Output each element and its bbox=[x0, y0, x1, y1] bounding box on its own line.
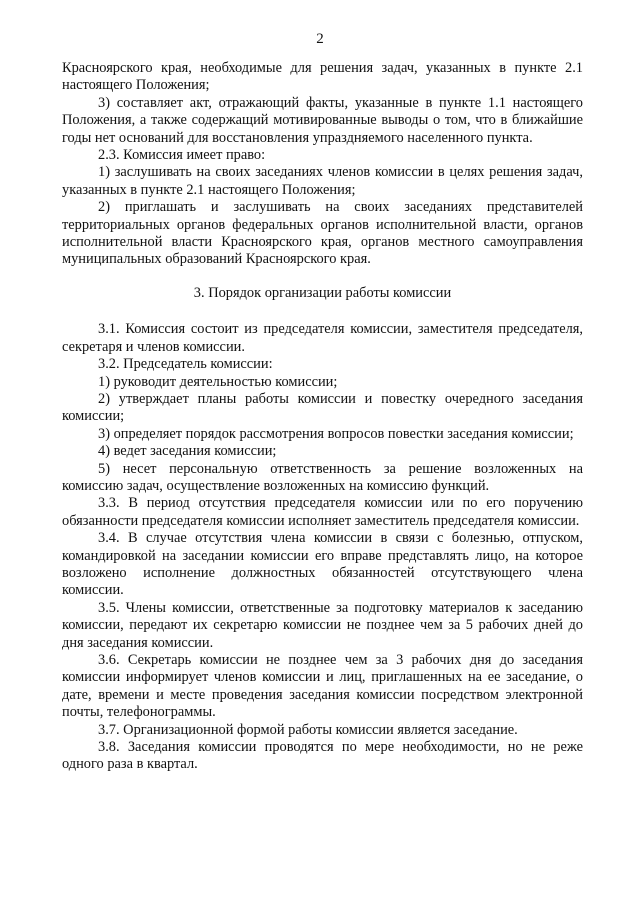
paragraph-continuation: Красноярского края, необходимые для решения задач, указанных в пункте 2.1 настоящего Положения; bbox=[62, 60, 583, 94]
paragraph-3-2-item-2: 2) утверждает планы работы комиссии и повестку очередного заседания комиссии; bbox=[62, 390, 583, 425]
paragraph-3-5: 3.5. Члены комиссии, ответственные за подготовку материалов к заседанию комиссии, передают их секретарю комиссии не позднее чем за 5 рабочих дней до дня заседания комиссии. bbox=[62, 599, 583, 651]
paragraph-2-3-item-1: 1) заслушивать на своих заседаниях членов комиссии в целях решения задач, указанных в пункте 2.1 настоящего Положения; bbox=[62, 164, 583, 198]
paragraph-2-3: 2.3. Комиссия имеет право: bbox=[98, 147, 266, 164]
paragraph-3-4: 3.4. В случае отсутствия члена комиссии в связи с болезнью, отпуском, командировкой на заседании комиссии его вправе представлять лицо, на которое возложено исполнение должностных обязанностей отсутствующего члена комиссии. bbox=[62, 530, 583, 599]
paragraph-3-2: 3.2. Председатель комиссии: bbox=[98, 356, 273, 373]
section-heading-3: 3. Порядок организации работы комиссии bbox=[193, 284, 452, 301]
paragraph-3-6: 3.6. Секретарь комиссии не позднее чем за 3 рабочих дня до заседания комиссии информирует членов комиссии и лиц, приглашенных на ее заседание, о дате, времени и месте проведения заседания комиссии посредством электронной почты, телефонограммы. bbox=[62, 652, 583, 721]
paragraph-3-8: 3.8. Заседания комиссии проводятся по мере необходимости, но не реже одного раза в квартал. bbox=[62, 739, 583, 773]
paragraph-3-7: 3.7. Организационной формой работы комиссии является заседание. bbox=[98, 721, 518, 738]
paragraph-3-1: 3.1. Комиссия состоит из председателя комиссии, заместителя председателя, секретаря и членов комиссии. bbox=[62, 321, 583, 355]
paragraph-2-3-item-2: 2) приглашать и заслушивать на своих заседаниях представителей территориальных органов федеральных органов исполнительной власти, органов исполнительной власти Красноярского края, органов местного самоуправления муниципальных образований Красноярского края. bbox=[62, 199, 583, 268]
paragraph-3-2-item-5: 5) несет персональную ответственность за решение возложенных на комиссию задач, осуществление возложенных на комиссию функций. bbox=[62, 460, 583, 494]
paragraph-3-2-item-1: 1) руководит деятельностью комиссии; bbox=[98, 373, 338, 390]
document-body bbox=[62, 60, 583, 774]
paragraph-item-3-act: 3) составляет акт, отражающий факты, указанные в пункте 1.1 настоящего Положения, а также содержащий мотивированные выводы о том, что в ближайшие годы нет оснований для восстановления упраздняемого населенного пункта. bbox=[62, 94, 583, 146]
paragraph-3-2-item-4: 4) ведет заседания комиссии; bbox=[98, 443, 277, 460]
page-number: 2 bbox=[316, 31, 324, 47]
paragraph-3-3: 3.3. В период отсутствия председателя комиссии или по его поручению обязанности председателя комиссии исполняет заместитель председателя комиссии. bbox=[62, 495, 583, 529]
paragraph-3-2-item-3: 3) определяет порядок рассмотрения вопросов повестки заседания комиссии; bbox=[98, 425, 574, 442]
